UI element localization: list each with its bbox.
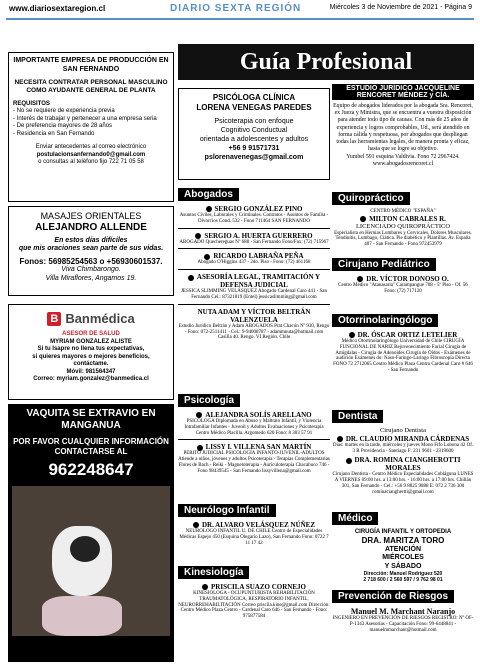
psicologo-2-name: LISSY I. VILLENA SAN MARTÍN xyxy=(205,443,312,452)
divider xyxy=(178,228,330,229)
ad-banmedica-l1: Si tu Isapre no llena tus expectativas, xyxy=(37,346,145,352)
ad-job-footer2: o consultas al teléfono fijo 722 71 05 58 xyxy=(38,159,144,166)
psi-email: pslorenavenegas@gmail.com xyxy=(204,154,304,162)
dentista-2-info: Cirujano Dentista - Centro Médico Especialidades Cobláguna LUNES A VIERNES 09:00 hrs. a 13:00 hrs. - 16:00 hrs. a 17:00 hrs. Chillán 301, San Fernando - Cel.: +56 9 8825 9888 E: 072 2 736 300 rominacianghertti@gmail.com xyxy=(332,472,474,495)
bullet-icon xyxy=(337,436,343,442)
medico-dias2: Y SÁBADO xyxy=(384,562,422,570)
bullet-icon xyxy=(360,216,366,222)
abogado-5-info: Estudio Jurídico Beltrán y Adam ABOGADOS Prat Chacón Nº 930, Rengo - Fono: 072-2511411 - Cel.: 9-94008787 - adammnuta@hotmail.com Casilla 40. Rengo. VI Región. Chile xyxy=(178,323,330,341)
bullet-icon xyxy=(346,458,352,464)
abogados-label: Abogados xyxy=(178,188,239,201)
psi-line2: Cognitivo Conductual xyxy=(220,126,288,134)
quiropractico-title: LICENCIADO QUIROPRÁCTICO xyxy=(355,222,451,230)
neurologo-section xyxy=(178,500,330,546)
ad-job-req-4: - Residencia en San Fernando xyxy=(13,130,95,137)
psicologia-label: Psicología xyxy=(178,394,240,407)
psicologo-1-name: ALEJANDRA SOLÍS ARELLANO xyxy=(205,411,312,419)
abogado-4-info: JESSICA SLIMMING VELÁSQUEZ Abogado Cardenal Caro 441 - San Fernando Cel.: 87321819 (Entel) jessicaslimming@gmail.com xyxy=(180,289,327,300)
ad-job-req-label: REQUISITOS xyxy=(13,100,50,107)
site-url: www.diariosextaregion.cl xyxy=(9,4,106,13)
ad-cow-phone: 962248647 xyxy=(48,460,134,480)
bullet-icon xyxy=(188,275,194,281)
ad-job-req-1: - No se requiere de experiencia previa xyxy=(13,108,115,115)
psi-phone: +56 9 91571731 xyxy=(228,145,280,153)
banmedica-logo-icon: B xyxy=(47,312,61,326)
abogado-5-name: NUTA ADAM Y VÍCTOR BELTRÁN VALENZUELA xyxy=(197,307,311,324)
medico-addr: Dirección: Manuel Rodríguez 520 xyxy=(363,570,443,577)
bullet-icon xyxy=(196,412,202,418)
medico-specialty: CIRUGÍA INFANTIL Y ORTOPEDIA xyxy=(354,529,452,535)
quiropractico-name: MILTON CABRALES R. xyxy=(369,214,446,223)
ad-job-req-3: - De preferencia mayores de 28 años xyxy=(13,123,113,130)
riesgos-label: Prevención de Riesgos xyxy=(332,590,454,603)
medico-name: DRA. MARITZA TORO xyxy=(361,536,445,546)
otorrino-entry xyxy=(332,331,474,374)
otorrino-label: Otorrinolaringólogo xyxy=(332,314,438,327)
newspaper-title: DIARIO SEXTA REGIÓN xyxy=(170,3,302,14)
cirujano-section xyxy=(332,254,474,295)
quiropractico-entry xyxy=(332,209,474,248)
medico-phones: 2 718 600 / 2 560 597 / 9 762 98 01 xyxy=(363,576,443,583)
psi-line3: orientada a adolescentes y adultos xyxy=(199,135,309,143)
divider xyxy=(178,439,330,440)
ad-banmedica-l2: si quieres mayores o mejores beneficios, xyxy=(32,353,150,360)
abogado-2 xyxy=(178,232,330,246)
ad-banmedica-mobile: Móvil: 981564347 xyxy=(66,368,116,375)
quiropractico-section xyxy=(332,188,474,248)
medico-entry xyxy=(332,529,474,583)
quiropractico-center: CENTRO MÉDICO "ESPAÑA" xyxy=(370,209,436,214)
quiropractico-info: Especialista en Hernias Lumbares y Cervicales, Dolores Musculares. Tendinitis, Lumbago, Ciática. Pie diabético y Plantillas. Av. España 407 - San Fernando - Fono 972453979 xyxy=(334,230,472,248)
abogado-3 xyxy=(178,252,330,266)
abogado-5 xyxy=(178,308,330,341)
dentista-clinic: Cirujano Dentista xyxy=(379,427,427,434)
kinesiologa-name: PRISCILA SUAZO CORNEJO xyxy=(211,583,306,591)
estudio-juridico xyxy=(332,84,474,168)
divider xyxy=(178,248,330,249)
quiropractico-label: Quiropráctico xyxy=(332,192,410,205)
neurologo-info: NEUROLOGO INFANTIL U. DE CHILE Centro de Especialidades Médicas Espejo 450 (Esquina Olegario Lazo), San Fernando Fono: 0722 7 11 17 42 xyxy=(179,529,329,546)
abogado-2-name: SERGIO A. HUERTA GUERRERO xyxy=(204,231,313,240)
riesgos-name: Manuel M. Marchant Naranjo xyxy=(350,607,456,616)
bullet-icon xyxy=(193,522,199,528)
abogados-section xyxy=(178,184,330,341)
medico-atencion: ATENCIÓN xyxy=(384,545,422,553)
ad-massages-line2: que mis oraciones sean parte de sus vidas. xyxy=(18,245,164,253)
ad-massages-name: ALEJANDRO ALLENDE xyxy=(35,221,147,233)
bullet-icon xyxy=(202,584,208,590)
abogado-3-info: Abogado O'Higgins 437 - 2do. Piso - Fono: (72) 461168 xyxy=(197,260,311,266)
ad-job-footer1: Enviar antecedentes al correo electrónico xyxy=(35,144,147,151)
bullet-icon xyxy=(357,276,363,282)
kinesiologa-entry xyxy=(178,583,330,620)
abogado-3-name: RICARDO LABRAÑA PEÑA xyxy=(213,252,304,261)
otorrino-section xyxy=(332,310,474,374)
banmedica-brand: Banmédica xyxy=(65,310,135,326)
neurologo-name: DR. ALVARO VELÁSQUEZ NÚÑEZ xyxy=(201,521,316,529)
otorrino-name: DR. ÓSCAR ORTIZ LETELIER xyxy=(357,331,458,339)
otorrino-info: Médico Otorrinolaringólogo Universidad de Chile CIRUGÍA FUNCIONAL DE NARIZ Rejuvenecimiento Facial Cirugía de Amígdalas - Cirugía de Adenoides Cirugía de Oídos - Exámenes de audición Exámenes do: Naso-Faringo-Laringo Fibroscopía Directa FONO 72 2712065 Centro Médico Plaza Centro Cardenal Caro # 646 - San Fernando xyxy=(333,339,473,373)
estudio-contact: Yumbel 591 esquina Valdivia. Fono 72 2967424. www.abogadosrencoret.cl xyxy=(346,153,460,167)
ad-cow-favor: POR FAVOR CUALQUIER INFORMACIÓN CONTACTARSE AL xyxy=(13,437,169,456)
bullet-icon xyxy=(204,254,210,260)
medico-label: Médico xyxy=(332,512,378,525)
psi-name: LORENA VENEGAS PAREDES xyxy=(196,103,312,113)
divider xyxy=(178,304,330,305)
ad-banmedica xyxy=(8,304,174,400)
kinesiologia-section xyxy=(178,562,330,620)
riesgos-info: INGENIERO EN PREVENCIÓN DE RIESGOS REGISTRO: Nº OF-P-1343 Asesorías - Capacitación Fono: 99-6448841 - manuelmmarchant@hotmail.com xyxy=(332,616,474,633)
ad-job-subtitle: NECESITA CONTRATAR PERSONAL MASCULINO COMO AYUDANTE GENERAL DE PLANTA xyxy=(14,78,168,94)
ad-lost-cow xyxy=(8,404,174,662)
abogado-2-info: ABOGADO Quechereguas Nº 688 - San Fernando Fono/Fax: (72) 715967 xyxy=(179,239,329,245)
abogado-1 xyxy=(178,205,330,225)
ad-banmedica-name: MYRIAM GONZALEZ ALISTE xyxy=(50,338,132,345)
cirujano-label: Cirujano Pediátrico xyxy=(332,258,436,271)
bullet-icon xyxy=(195,233,201,239)
cow-photo xyxy=(12,486,170,636)
ad-job-req-2: - Interés de trabajar y pertenecer a una empresa seria xyxy=(13,115,157,122)
ad-banmedica-email: Correo: myriam.gonzalez@banmedica.cl xyxy=(33,376,149,382)
cirujano-name: DR. VÍCTOR DONOSO O. xyxy=(366,275,449,283)
kinesiologia-label: Kinesiología xyxy=(178,566,249,579)
ad-massages-phones: Fonos: 56985254563 o +56930601537. xyxy=(19,256,163,266)
bullet-icon xyxy=(349,332,355,338)
psicologo-2-info: PERITO JUDICIAL PSICOLOGÍA INFANTO-JUVENIL-ADULTOS Atiende a niños, jóvenes y adultos Psicoterapia - Terapias Complementarias Flores de Bach - Reiki - Magnetoterapia - Auriculoterapia Chacabuco 746 - Fono 98439545 - San Fernando lissyvillena@gmail.com xyxy=(178,451,330,474)
ad-job-email: postulacionsanfernando0@gmail.com xyxy=(36,151,146,158)
bullet-icon xyxy=(206,206,212,212)
ad-massages-line1: En estos días difíciles xyxy=(54,236,128,244)
dentista-1-name: DR. CLAUDIO MIRANDA CÁRDENAS xyxy=(345,434,470,443)
psi-title: PSICÓLOGA CLÍNICA xyxy=(212,93,296,102)
riesgos-entry xyxy=(332,607,474,633)
divider xyxy=(178,269,330,270)
banmedica-logo xyxy=(13,309,169,329)
dentista-2-name: DRA. ROMINA CIANGHEROTTI MORALES xyxy=(354,456,461,473)
header-rule xyxy=(6,18,474,20)
cirujano-info: Centro Médico "Atanasaria" Carampangue 708 - 5º Piso - Of. 56 Fono: (72) 717120 xyxy=(338,283,468,294)
ad-massages xyxy=(8,206,174,296)
ad-banmedica-role: ASESOR DE SALUD xyxy=(62,331,120,337)
cirujano-entry xyxy=(332,275,474,295)
riesgos-section xyxy=(332,586,474,633)
abogado-1-name: SERGIO GONZÁLEZ PINO xyxy=(214,205,303,213)
psychologist-ad xyxy=(178,88,330,180)
ad-massages-addr2: Villa Miraflores, Angamos 19. xyxy=(45,274,137,282)
dentista-1-info: Días: martes en la tarde, miércoles y jueves Mono Fifo Lobona 42 Of. 3 R Providencia - Santiago F: 231 9601 - 2319600 xyxy=(332,442,474,454)
psi-line1: Psicoterapia con enfoque xyxy=(214,117,294,125)
psicologo-1 xyxy=(178,411,330,436)
guide-banner-title: Guía Profesional xyxy=(178,44,474,80)
abogado-1-info: Asuntos Civiles, Laborales y Criminales. Contratos - Asuntos de Familia - Divorcios Cond. 532 - Fono 711464 SAN FERNANDO xyxy=(179,213,329,224)
neurologo-entry xyxy=(178,521,330,546)
abogado-4-name: ASESORÍA LEGAL, TRAMITACIÓN Y DEFENSA JUDICIAL xyxy=(196,273,321,290)
estudio-title: ESTUDIO JURÍDICO JACQUELINE RENCORET MÉNDEZ y CÍA. xyxy=(332,84,474,100)
ad-banmedica-l3: contáctame. xyxy=(73,361,109,367)
estudio-text: Equipo de abogados liderados por la abogada Sra. Rencoret, ex Jueza y Ministra, que se encuentra a vuestra disposición para atender todo tipo de causas. Con más de 25 años de experiencia y logros comprobables, Ud., será atendido en forma cálida y respetuosa, por abogados que despliegan todas las herramientas legales, de manera pronta y eficaz, hasta que se logre su objetivo. xyxy=(333,103,473,153)
ad-job-title: IMPORTANTE EMPRESA DE PRODUCCIÓN EN SAN FERNANDO xyxy=(13,57,169,73)
psicologo-1-info: PSICÓLOGA Diplomada en Abuso y Maltrato Infantil, y Violencia Intrafamiliar Infantes - Juvenil y Adultos Evaluaciones y Psicoterapia Centro Médico Placilla. Argomedo 620 Fono: 8 303 57 91 xyxy=(184,419,324,436)
medico-dias1: MIÉRCOLES xyxy=(382,554,424,562)
dentista-section xyxy=(332,406,474,495)
bullet-icon xyxy=(197,445,203,451)
ad-massages-addr1: Viva Chimbarongo. xyxy=(61,266,121,274)
medico-section xyxy=(332,508,474,583)
cow-collar-shape xyxy=(42,596,122,636)
cow-spot-shape xyxy=(70,536,100,562)
dentista-label: Dentista xyxy=(332,410,383,423)
ad-cow-title: VAQUITA SE EXTRAVIO EN MANGANUA xyxy=(26,408,156,431)
ad-massages-title: MASAJES ORIENTALES xyxy=(40,211,142,221)
dentista-entry xyxy=(332,427,474,495)
psicologo-2 xyxy=(178,443,330,474)
ad-job-offer xyxy=(8,52,174,202)
kinesiologa-info: KINESIOLOGA - OCUPUNTURISTA REHABILITACIÓN TRAUMATOLÓGICA, RESPIRATORIO INFANTIL, NEURORREHABILITACIÓN Correo priscila.kine@gmail.com Dirección: Centro Médico Plaza Centro - Cardenal Caro 646 - San Fernando - Fono: 975877584 xyxy=(178,591,330,620)
abogado-4 xyxy=(178,273,330,301)
issue-date: Miércoles 3 de Noviembre de 2021 - Página 9 xyxy=(329,4,472,11)
psicologia-section xyxy=(178,390,330,474)
neurologo-label: Neurólogo Infantil xyxy=(178,504,276,517)
